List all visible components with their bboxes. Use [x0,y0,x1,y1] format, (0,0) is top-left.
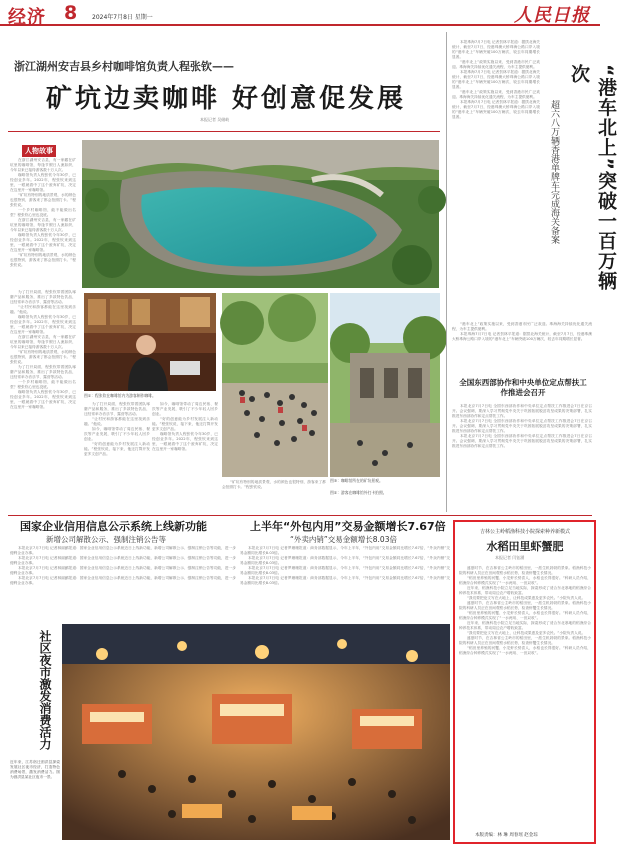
story1-subtitle: 新增公司解散公示、强制注销公告等 [46,535,166,544]
editor-credits: 本版责编：林 琳 周春瑶 赵金琮 [475,833,538,838]
lead-byline: 本报记者 吴储岐 [200,117,230,122]
divider [8,515,592,516]
night-market-caption: 近年来，江苏宿迁泗洪县探索发展社区夜市经济，打造特色消费场景，激发消费活力。图为泗洪县某社区夜市一景。 [10,760,60,779]
highlight-kicker: 吉林公主岭稻渔科技小院探索种养新模式 [479,529,570,535]
page-header [0,0,600,26]
lead-body-col2: 为了打开局面，程张钦带着团队琢磨产品和服务，推出了多款特色饮品，还经常举办音乐节、露营等活动。 “让村民和游客都能在这里找到乐趣。”他说。 如今，咖啡馆带动了周边民宿、餐饮等产业发展，吸引了不少年轻人回乡创业。 “好的创意能为乡村发展注入新动能。”程张钦说，接下来，他还打算开发更多文创产品。 [84,402,150,456]
photo2-caption: 图②：游客在咖啡馆外打卡拍照。 [330,490,387,495]
quarry-ruins-photo [330,293,440,477]
night-market-title: 社区夜市激发消费活力 [38,630,52,750]
photo3-caption: 图③：咖啡馆所在的矿坑景观。 [330,478,383,483]
sidebar-title: “港车北上”突破一百万辆次 [568,64,617,291]
section-badge: 人物故事 [22,145,56,157]
lead-title: 矿坑边卖咖啡 好创意促发展 [46,84,407,114]
section-name: 经济 [8,7,46,28]
highlight-title: 水稻田里虾蟹肥 [486,540,564,553]
sidebar-story2-title: 全国东西部协作和中央单位定点帮扶工作推进会召开 [459,378,587,397]
story2-body: 本报北京7月7日电 记者罗珊珊报道：商务部数据显示，今年上半年，“外包内用”交易金额同比增长7.67倍，“外卖内销”交易金额同比增长8.03倍。 本报北京7月7日电 记者罗珊珊报道：商务部数据显示，今年上半年，“外包内用”交易金额同比增长7.67倍，“外卖内销”交易金额同比增长8.03倍。 本报北京7月7日电 记者罗珊珊报道：商务部数据显示，今年上半年，“外包内用”交易金额同比增长7.67倍，“外卖内销”交易金额同比增长8.03倍。 本报北京7月7日电 记者罗珊珊报道：商务部数据显示，今年上半年，“外包内用”交易金额同比增长7.67倍，“外卖内销”交易金额同比增长8.03倍。 [240,546,450,585]
divider [8,131,440,132]
issue-date: 2024年7月8日 星期一 [92,14,153,21]
sidebar-body-lower: “港车北上”政策实施以来，受到香港市民广泛欢迎。珠海海关持续优化通关流程，为车主提供便利。 本报珠海7月7日电 记者贺林平报道：据拱北海关统计，截至7月7日，经港珠澳大桥珠海公路口岸入境的“港车北上”车辆突破100万辆次，较去年同期增长显著。 [452,322,592,341]
lead-body-col4: “矿坑有特别的地质景观，水的颜色也很特别，游客来了都会拍照打卡。”程张钦说。 [222,480,326,489]
lead-kicker: 浙江湖州安吉县乡村咖啡馆负责人程张钦—— [14,60,234,73]
lead-body-col1b: 为了打开局面，程张钦带着团队琢磨产品和服务，推出了多款特色饮品，还经常举办音乐节、露营等活动。 “让村民和游客都能在这里找到乐趣。”他说。 咖啡馆负责人程张钦今年30岁，已经创业多年。2022年，程张钦来到这里，一眼就看中了这个废弃矿坑，决定在这里开一家咖啡馆。 在浙江湖州安吉县，有一家藏在矿坑里的咖啡馆，每逢节假日人流如织，今年以来已接待游客数十万人次。 “矿坑有特别的地质景观，水的颜色也很特别，游客来了都会拍照打卡。”程张钦说。 为了打开局面，程张钦带着团队琢磨产品和服务，推出了多款特色饮品，还经常举办音乐节、露营等活动。 一个乡村咖啡馆，能不能做出名堂？程张钦心里也没底。 咖啡馆负责人程张钦今年30岁，已经创业多年。2022年，程张钦来到这里，一眼就看中了这个废弃矿坑，决定在这里开一家咖啡馆。 [10,290,76,409]
night-market-photo [62,624,450,840]
newspaper-logo: 人民日报 [514,5,590,26]
page-number: 8 [64,2,78,24]
column-divider [446,32,447,512]
highlight-body: 盛夏时节，在吉林省公主岭市的稻田里，一派生机勃勃的景象。稻渔科技小院的科研人员正在田间观察水稻长势，检查虾蟹生长情况。 “稻田里养殖的河蟹、小龙虾长势喜人，水稻也长得很好。”科研人员介绍，稻渔综合种养模式实现了“一水两用、一田双收”。 近年来，稻渔科技小院立足当地实际，探索形成了适合东北寒地的稻渔综合种养技术体系，带动周边农户增收致富。 “我们要把论文写在大地上，让科技成果惠及更多农民。”小院负责人说。 盛夏时节，在吉林省公主岭市的稻田里，一派生机勃勃的景象。稻渔科技小院的科研人员正在田间观察水稻长势，检查虾蟹生长情况。 “稻田里养殖的河蟹、小龙虾长势喜人，水稻也长得很好。”科研人员介绍，稻渔综合种养模式实现了“一水两用、一田双收”。 近年来，稻渔科技小院立足当地实际，探索形成了适合东北寒地的稻渔综合种养技术体系，带动周边农户增收致富。 “我们要把论文写在大地上，让科技成果惠及更多农民。”小院负责人说。 盛夏时节，在吉林省公主岭市的稻田里，一派生机勃勃的景象。稻渔科技小院的科研人员正在田间观察水稻长势，检查虾蟹生长情况。 “稻田里养殖的河蟹、小龙虾长势喜人，水稻也长得很好。”科研人员介绍，稻渔综合种养模式实现了“一水两用、一田双收”。 [459,566,591,655]
sidebar-subtitle: 超六八万辆香港单牌车完成海关备案 [549,100,559,244]
sidebar-story2-body: 本报北京7月7日电 全国东西部协作和中央单位定点帮扶工作推进会7日在京召开。会议强调，要深入学习贯彻党中央关于巩固拓展脱贫攻坚成果的决策部署，扎实推进东西部协作和定点帮扶工作。 本报北京7月7日电 全国东西部协作和中央单位定点帮扶工作推进会7日在京召开。会议强调，要深入学习贯彻党中央关于巩固拓展脱贫攻坚成果的决策部署，扎实推进东西部协作和定点帮扶工作。 本报北京7月7日电 全国东西部协作和中央单位定点帮扶工作推进会7日在京召开。会议强调，要深入学习贯彻党中央关于巩固拓展脱贫攻坚成果的决策部署，扎实推进东西部协作和定点帮扶工作。 [452,404,592,448]
photo1-caption: 图①：程张钦在咖啡馆内为游客制作咖啡。 [84,393,156,398]
quarry-lake-photo [82,140,439,288]
story1-title: 国家企业信用信息公示系统上线新功能 [20,520,207,533]
story1-body: 本报北京7月7日电 记者林丽鹂报道：国家企业信用信息公示系统近日上线新功能，新增公司解散公示、强制注销公告等功能，进一步便利企业办事。 本报北京7月7日电 记者林丽鹂报道：国家企业信用信息公示系统近日上线新功能，新增公司解散公示、强制注销公告等功能，进一步便利企业办事。 本报北京7月7日电 记者林丽鹂报道：国家企业信用信息公示系统近日上线新功能，新增公司解散公示、强制注销公告等功能，进一步便利企业办事。 本报北京7月7日电 记者林丽鹂报道：国家企业信用信息公示系统近日上线新功能，新增公司解散公示、强制注销公告等功能，进一步便利企业办事。 [10,546,236,585]
highlight-byline: 本报记者 闫钰涵 [495,555,525,560]
lead-body-col1: 在浙江湖州安吉县，有一家藏在矿坑里的咖啡馆，每逢节假日人流如织，今年以来已接待游客数十万人次。 咖啡馆负责人程张钦今年30岁，已经创业多年。2022年，程张钦来到这里，一眼就看中了这个废弃矿坑，决定在这里开一家咖啡馆。 “矿坑有特别的地质景观，水的颜色也很特别，游客来了都会拍照打卡。”程张钦说。 一个乡村咖啡馆，能不能做出名堂？程张钦心里也没底。 在浙江湖州安吉县，有一家藏在矿坑里的咖啡馆，每逢节假日人流如织，今年以来已接待游客数十万人次。 咖啡馆负责人程张钦今年30岁，已经创业多年。2022年，程张钦来到这里，一眼就看中了这个废弃矿坑，决定在这里开一家咖啡馆。 “矿坑有特别的地质景观，水的颜色也很特别，游客来了都会拍照打卡。”程张钦说。 [10,158,76,267]
highlighted-article [453,520,596,844]
coffee-shop-owner-photo [84,293,216,391]
story2-subtitle: “外卖内销”交易金额增长8.03倍 [290,535,397,544]
sidebar-body: 本报珠海7月7日电 记者贺林平报道：据拱北海关统计，截至7月7日，经港珠澳大桥珠海公路口岸入境的“港车北上”车辆突破100万辆次，较去年同期增长显著。 “港车北上”政策实施以来，受到香港市民广泛欢迎。珠海海关持续优化通关流程，为车主提供便利。 本报珠海7月7日电 记者贺林平报道：据拱北海关统计，截至7月7日，经港珠澳大桥珠海公路口岸入境的“港车北上”车辆突破100万辆次，较去年同期增长显著。 “港车北上”政策实施以来，受到香港市民广泛欢迎。珠海海关持续优化通关流程，为车主提供便利。 本报珠海7月7日电 记者贺林平报道：据拱北海关统计，截至7月7日，经港珠澳大桥珠海公路口岸入境的“港车北上”车辆突破100万辆次，较去年同期增长显著。 [452,40,540,119]
story2-title: 上半年“外包内用”交易金额增长7.67倍 [250,520,446,533]
lead-body-col3: 如今，咖啡馆带动了周边民宿、餐饮等产业发展，吸引了不少年轻人回乡创业。 “好的创意能为乡村发展注入新动能。”程张钦说，接下来，他还打算开发更多文创产品。 咖啡馆负责人程张钦今年30岁，已经创业多年。2022年，程张钦来到这里，一眼就看中了这个废弃矿坑，决定在这里开一家咖啡馆。 [152,402,218,451]
visitors-photo [222,293,328,477]
